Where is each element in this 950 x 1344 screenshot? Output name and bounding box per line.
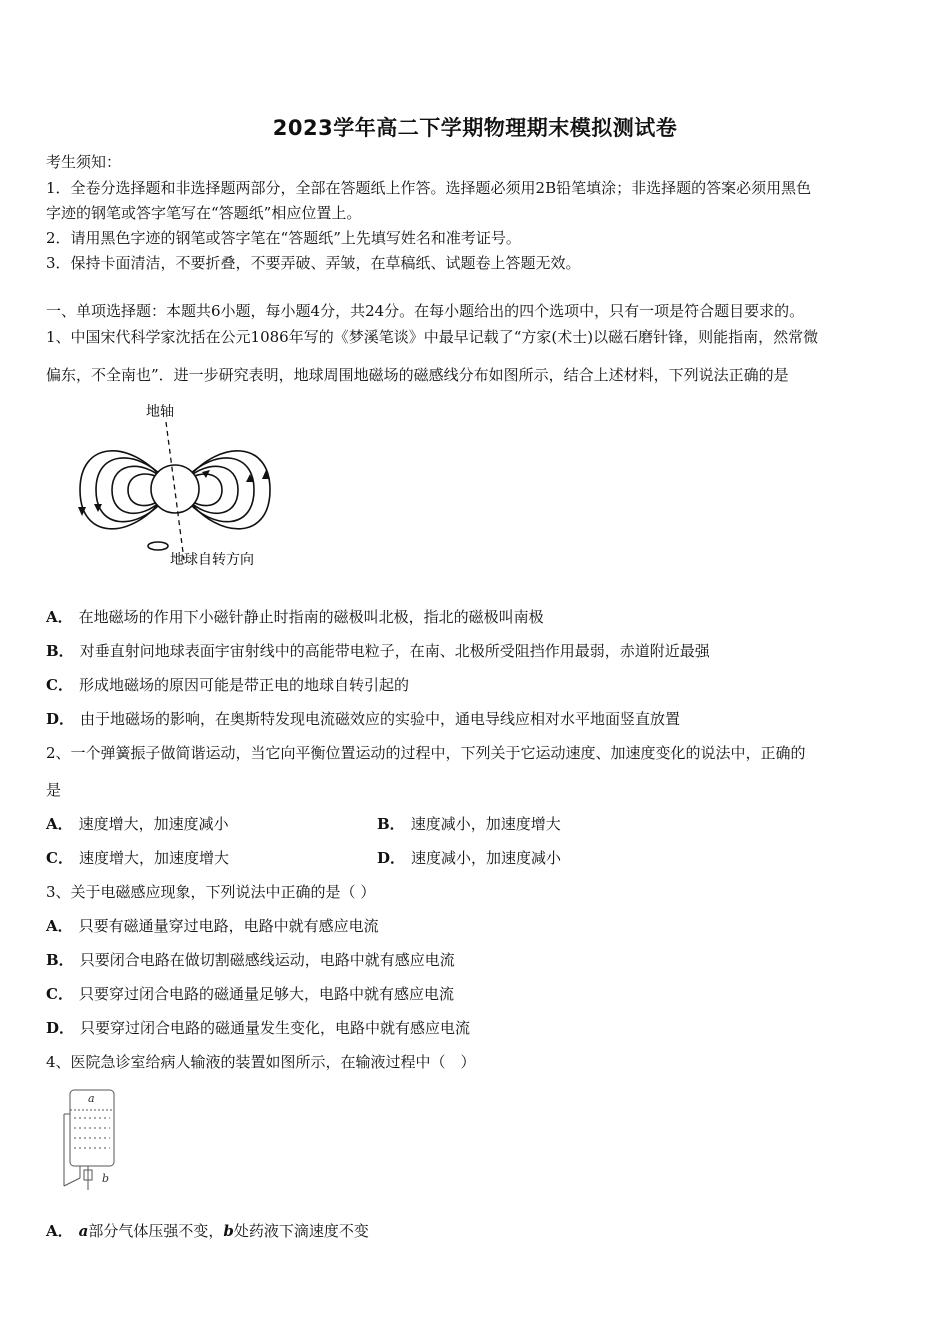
label-a: a: [88, 1092, 95, 1105]
option-text: 速度减小，加速度增大: [410, 815, 561, 833]
option-text: 只要穿过闭合电路的磁通量足够大，电路中就有感应电流: [78, 985, 454, 1003]
notice-item-3: 3．保持卡面清洁，不要折叠，不要弄破、弄皱，在草稿纸、试题卷上答题无效。: [46, 254, 581, 272]
q1-option-c: [46, 675, 409, 695]
option-key: A．: [46, 815, 73, 833]
infusion-figure: [56, 1086, 126, 1196]
infusion-diagram: [56, 1086, 126, 1196]
q4-option-a: [46, 1221, 369, 1241]
q3-option-b: [46, 950, 455, 970]
option-text: 只要有磁通量穿过电路，电路中就有感应电流: [78, 917, 379, 935]
q3-option-d: [46, 1018, 470, 1038]
option-text: 只要闭合电路在做切割磁感线运动，电路中就有感应电流: [79, 951, 455, 969]
option-key: C．: [46, 676, 73, 694]
option-key: D．: [46, 1019, 75, 1037]
q3-stem: 3、关于电磁感应现象，下列说法中正确的是（ ）: [46, 883, 376, 901]
option-key: A．: [46, 608, 73, 626]
option-key: C．: [46, 985, 73, 1003]
variable-a: a: [78, 1222, 89, 1240]
q4-stem: 4、医院急诊室给病人输液的装置如图所示，在输液过程中（ ）: [46, 1053, 476, 1071]
option-text: 速度减小，加速度减小: [411, 849, 562, 867]
section-heading: 一、单项选择题：本题共6小题，每小题4分，共24分。在每小题给出的四个选项中，只有一项是符合题目要求的。: [46, 302, 805, 320]
q2-option-c: [46, 848, 229, 868]
option-text: 对垂直射问地球表面宇宙射线中的高能带电粒子，在南、北极所受阻挡作用最弱，赤道附近最强: [79, 642, 710, 660]
q2-stem-line2: 是: [46, 781, 62, 799]
option-key: D．: [377, 849, 406, 867]
option-key: D．: [46, 710, 75, 728]
option-text: 形成地磁场的原因可能是带正电的地球自转引起的: [78, 676, 409, 694]
option-key: A．: [46, 1222, 73, 1240]
option-key: B．: [377, 815, 405, 833]
option-text: 只要穿过闭合电路的磁通量发生变化，电路中就有感应电流: [80, 1019, 471, 1037]
option-text: 部分气体压强不变，: [88, 1222, 224, 1240]
q2-option-d: [377, 848, 561, 868]
option-key: C．: [46, 849, 73, 867]
option-key: B．: [46, 642, 74, 660]
geomagnetic-figure: [70, 400, 280, 575]
q1-option-a: [46, 607, 544, 627]
q2-stem-line1: 2、一个弹簧振子做简谐运动，当它向平衡位置运动的过程中，下列关于它运动速度、加速度变化的说法中，正确的: [46, 744, 806, 762]
option-key: B．: [46, 951, 74, 969]
variable-b: b: [223, 1222, 234, 1240]
axis-label: 地轴: [146, 404, 174, 420]
option-text: 速度增大，加速度增大: [78, 849, 229, 867]
q3-option-a: [46, 916, 379, 936]
option-text: 处药液下滴速度不变: [233, 1222, 369, 1240]
q3-option-c: [46, 984, 454, 1004]
notice-heading: 考生须知：: [46, 153, 122, 171]
geomagnetic-diagram: [70, 400, 280, 575]
q1-stem-line2: 偏东，不全南也”．进一步研究表明，地球周围地磁场的磁感线分布如图所示，结合上述材料，下列说法正确的是: [46, 366, 789, 384]
q2-option-b: [377, 814, 561, 834]
rotation-label: 地球自转方向: [170, 552, 254, 568]
page-title: 2023学年高二下学期物理期末模拟测试卷: [272, 116, 678, 140]
notice-item-1: 1．全卷分选择题和非选择题两部分，全部在答题纸上作答。选择题必须用2B铅笔填涂；非选择题的答案必须用黑色: [46, 179, 812, 197]
q1-stem-line1: 1、中国宋代科学家沈括在公元1086年写的《梦溪笔谈》中最早记载了“方家(术士)以磁石磨针锋，则能指南，然常微: [46, 328, 819, 346]
option-text: 由于地磁场的影响，在奥斯特发现电流磁效应的实验中，通电导线应相对水平地面竖直放置: [80, 710, 681, 728]
label-b: b: [102, 1172, 110, 1185]
notice-item-2: 2．请用黑色字迹的钢笔或答字笔在“答题纸”上先填写姓名和准考证号。: [46, 229, 521, 247]
notice-item-1-cont: 字迹的钢笔或答字笔写在“答题纸”相应位置上。: [46, 204, 362, 222]
option-key: A．: [46, 917, 73, 935]
q1-option-d: [46, 709, 680, 729]
q2-option-a: [46, 814, 229, 834]
option-text: 速度增大，加速度减小: [78, 815, 229, 833]
q1-option-b: [46, 641, 710, 661]
option-text: 在地磁场的作用下小磁针静止时指南的磁极叫北极，指北的磁极叫南极: [78, 608, 544, 626]
